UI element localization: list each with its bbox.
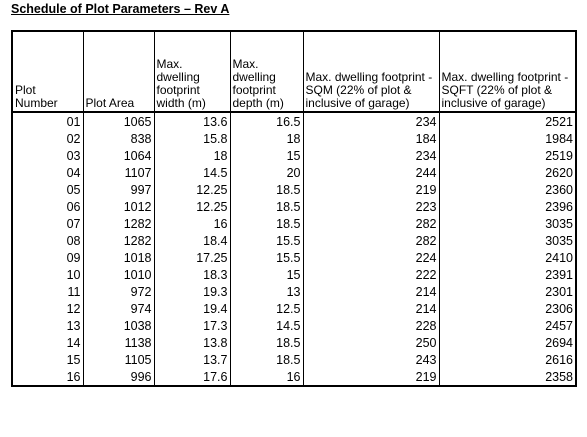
cell-footprint-depth: 18.5 xyxy=(230,334,303,351)
cell-plot-number: 02 xyxy=(12,130,83,147)
cell-footprint-width: 17.3 xyxy=(154,317,230,334)
cell-footprint-width: 18.3 xyxy=(154,266,230,283)
cell-footprint-depth: 12.5 xyxy=(230,300,303,317)
cell-plot-number: 05 xyxy=(12,181,83,198)
table-row xyxy=(12,181,576,198)
cell-footprint-sqft: 3035 xyxy=(439,215,576,232)
cell-footprint-depth: 15.5 xyxy=(230,249,303,266)
table-row xyxy=(12,215,576,232)
cell-footprint-sqm: 234 xyxy=(303,112,439,130)
cell-footprint-depth: 16.5 xyxy=(230,112,303,130)
cell-plot-area: 1038 xyxy=(83,317,154,334)
header-footprint-depth: Max. dwelling footprint depth (m) xyxy=(230,31,303,112)
table-row xyxy=(12,317,576,334)
cell-footprint-sqm: 214 xyxy=(303,283,439,300)
table-row xyxy=(12,130,576,147)
cell-footprint-sqft: 2410 xyxy=(439,249,576,266)
cell-plot-area: 1282 xyxy=(83,215,154,232)
cell-plot-area: 1064 xyxy=(83,147,154,164)
cell-plot-number: 03 xyxy=(12,147,83,164)
cell-footprint-width: 18.4 xyxy=(154,232,230,249)
cell-footprint-depth: 18 xyxy=(230,130,303,147)
cell-plot-number: 16 xyxy=(12,368,83,386)
cell-plot-area: 997 xyxy=(83,181,154,198)
table-row xyxy=(12,164,576,181)
cell-footprint-sqm: 250 xyxy=(303,334,439,351)
cell-footprint-depth: 14.5 xyxy=(230,317,303,334)
table-row xyxy=(12,112,576,130)
cell-footprint-sqm: 234 xyxy=(303,147,439,164)
cell-footprint-width: 17.25 xyxy=(154,249,230,266)
cell-plot-number: 09 xyxy=(12,249,83,266)
cell-footprint-depth: 15.5 xyxy=(230,232,303,249)
cell-plot-area: 1105 xyxy=(83,351,154,368)
cell-plot-area: 1065 xyxy=(83,112,154,130)
header-footprint-width: Max. dwelling footprint width (m) xyxy=(154,31,230,112)
header-plot-number: Plot Number xyxy=(12,31,83,112)
table-row xyxy=(12,351,576,368)
cell-plot-number: 14 xyxy=(12,334,83,351)
cell-footprint-sqm: 224 xyxy=(303,249,439,266)
cell-footprint-sqft: 2358 xyxy=(439,368,576,386)
cell-footprint-width: 13.7 xyxy=(154,351,230,368)
cell-footprint-depth: 15 xyxy=(230,147,303,164)
cell-plot-area: 1282 xyxy=(83,232,154,249)
cell-plot-number: 01 xyxy=(12,112,83,130)
cell-footprint-sqm: 244 xyxy=(303,164,439,181)
cell-plot-number: 04 xyxy=(12,164,83,181)
cell-plot-number: 15 xyxy=(12,351,83,368)
header-row xyxy=(12,31,576,112)
cell-plot-area: 1012 xyxy=(83,198,154,215)
cell-plot-area: 838 xyxy=(83,130,154,147)
cell-footprint-width: 18 xyxy=(154,147,230,164)
cell-plot-area: 996 xyxy=(83,368,154,386)
header-plot-area: Plot Area xyxy=(83,31,154,112)
cell-footprint-sqft: 3035 xyxy=(439,232,576,249)
cell-footprint-sqm: 219 xyxy=(303,181,439,198)
cell-footprint-sqm: 184 xyxy=(303,130,439,147)
cell-footprint-width: 14.5 xyxy=(154,164,230,181)
table-row xyxy=(12,283,576,300)
cell-footprint-sqm: 214 xyxy=(303,300,439,317)
cell-footprint-sqft: 2391 xyxy=(439,266,576,283)
table-row xyxy=(12,232,576,249)
cell-footprint-sqm: 219 xyxy=(303,368,439,386)
cell-footprint-sqft: 2396 xyxy=(439,198,576,215)
cell-footprint-sqm: 243 xyxy=(303,351,439,368)
cell-footprint-width: 16 xyxy=(154,215,230,232)
cell-footprint-width: 15.8 xyxy=(154,130,230,147)
table-row xyxy=(12,249,576,266)
cell-plot-area: 1018 xyxy=(83,249,154,266)
cell-plot-number: 07 xyxy=(12,215,83,232)
plot-parameters-table xyxy=(11,30,577,387)
cell-plot-area: 1138 xyxy=(83,334,154,351)
table-row xyxy=(12,300,576,317)
table-row xyxy=(12,266,576,283)
cell-footprint-depth: 18.5 xyxy=(230,181,303,198)
cell-plot-area: 1107 xyxy=(83,164,154,181)
cell-plot-number: 11 xyxy=(12,283,83,300)
cell-footprint-width: 19.4 xyxy=(154,300,230,317)
cell-footprint-sqm: 223 xyxy=(303,198,439,215)
cell-plot-number: 08 xyxy=(12,232,83,249)
cell-footprint-sqm: 282 xyxy=(303,215,439,232)
cell-plot-area: 972 xyxy=(83,283,154,300)
cell-footprint-width: 12.25 xyxy=(154,181,230,198)
cell-footprint-depth: 18.5 xyxy=(230,351,303,368)
cell-plot-number: 13 xyxy=(12,317,83,334)
cell-footprint-width: 19.3 xyxy=(154,283,230,300)
cell-footprint-width: 17.6 xyxy=(154,368,230,386)
cell-footprint-depth: 16 xyxy=(230,368,303,386)
table-row xyxy=(12,334,576,351)
header-footprint-sqm: Max. dwelling footprint - SQM (22% of plot & inclusive of garage) xyxy=(303,31,439,112)
cell-footprint-depth: 13 xyxy=(230,283,303,300)
cell-footprint-depth: 15 xyxy=(230,266,303,283)
cell-plot-number: 06 xyxy=(12,198,83,215)
cell-footprint-depth: 18.5 xyxy=(230,198,303,215)
cell-footprint-sqft: 1984 xyxy=(439,130,576,147)
cell-footprint-sqft: 2521 xyxy=(439,112,576,130)
cell-footprint-sqm: 282 xyxy=(303,232,439,249)
table-row xyxy=(12,147,576,164)
document-title: Schedule of Plot Parameters – Rev A xyxy=(11,2,230,16)
cell-footprint-sqm: 228 xyxy=(303,317,439,334)
cell-footprint-width: 13.8 xyxy=(154,334,230,351)
cell-footprint-sqft: 2360 xyxy=(439,181,576,198)
header-footprint-sqft: Max. dwelling footprint - SQFT (22% of plot & inclusive of garage) xyxy=(439,31,576,112)
cell-plot-number: 12 xyxy=(12,300,83,317)
cell-footprint-sqft: 2620 xyxy=(439,164,576,181)
cell-plot-area: 1010 xyxy=(83,266,154,283)
cell-plot-area: 974 xyxy=(83,300,154,317)
cell-footprint-depth: 20 xyxy=(230,164,303,181)
table-row xyxy=(12,198,576,215)
cell-plot-number: 10 xyxy=(12,266,83,283)
cell-footprint-sqm: 222 xyxy=(303,266,439,283)
cell-footprint-width: 13.6 xyxy=(154,112,230,130)
cell-footprint-width: 12.25 xyxy=(154,198,230,215)
table-row xyxy=(12,368,576,386)
cell-footprint-depth: 18.5 xyxy=(230,215,303,232)
cell-footprint-sqft: 2306 xyxy=(439,300,576,317)
cell-footprint-sqft: 2616 xyxy=(439,351,576,368)
cell-footprint-sqft: 2457 xyxy=(439,317,576,334)
cell-footprint-sqft: 2301 xyxy=(439,283,576,300)
cell-footprint-sqft: 2694 xyxy=(439,334,576,351)
cell-footprint-sqft: 2519 xyxy=(439,147,576,164)
